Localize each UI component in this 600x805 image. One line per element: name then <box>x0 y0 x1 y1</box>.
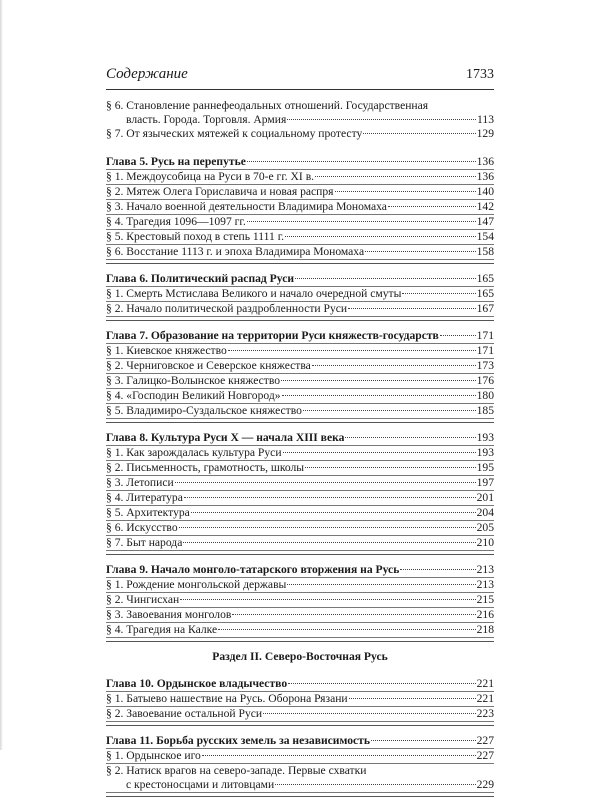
toc-entry[interactable] <box>106 185 494 200</box>
toc-page-number: 165 <box>476 272 494 285</box>
toc-leader-dots <box>388 206 476 207</box>
toc-page-number: 229 <box>476 778 494 791</box>
toc-leader-dots <box>282 395 476 396</box>
toc-entry[interactable] <box>106 593 494 608</box>
toc-chapter-block <box>106 99 494 144</box>
toc-entry-title: § 1. Междоусобица на Руси в 70-е гг. XI в. <box>106 170 315 183</box>
running-head-title: Содержание <box>106 66 188 82</box>
toc-entry[interactable] <box>106 623 494 638</box>
toc-leader-dots <box>345 437 475 438</box>
toc-entry-title: § 6. Становление раннефеодальных отношений. Государственная <box>106 99 429 112</box>
toc-entry-title: § 6. Восстание 1113 г. и эпоха Владимира Мономаха <box>106 245 365 258</box>
toc-page-number: 176 <box>476 374 494 387</box>
toc-entry[interactable] <box>106 302 494 317</box>
toc-page-number: 221 <box>476 692 494 705</box>
header-rule <box>106 89 494 90</box>
toc-leader-dots <box>349 698 476 699</box>
toc-chapter-entry[interactable] <box>106 155 494 170</box>
toc-leader-dots <box>191 512 476 513</box>
toc-leader-dots <box>180 599 475 600</box>
toc-leader-dots <box>183 542 475 543</box>
toc-leader-dots <box>263 713 476 714</box>
toc-entry[interactable] <box>106 778 494 793</box>
toc-entry[interactable] <box>106 446 494 461</box>
toc-page-number: 201 <box>476 491 494 504</box>
running-head <box>106 66 494 83</box>
toc-entry-title: § 2. Начало политической раздробленности Руси <box>106 302 348 315</box>
toc-leader-dots <box>371 740 476 741</box>
toc-chapter-block <box>106 329 494 423</box>
toc-entry[interactable] <box>106 692 494 707</box>
toc-entry[interactable] <box>106 749 494 764</box>
toc-page-number: 193 <box>476 431 494 444</box>
toc-entry-title: § 1. Киевское княжество <box>106 344 227 357</box>
toc-leader-dots <box>305 467 476 468</box>
toc-entry-title: § 2. Чингисхан <box>106 593 180 606</box>
toc-entry-title: § 1. Батыево нашествие на Русь. Оборона Рязани <box>106 692 348 705</box>
toc-page-number: 129 <box>476 127 494 140</box>
toc-entry-title: § 7. Быт народа <box>106 536 183 549</box>
toc-page-number: 195 <box>476 461 494 474</box>
toc-page-number: 221 <box>476 677 494 690</box>
toc-page-number: 193 <box>476 446 494 459</box>
toc-entry[interactable] <box>106 215 494 230</box>
toc-entry-title: Глава 9. Начало монголо-татарского вторжения на Русь <box>106 563 400 576</box>
toc-entry-title: § 7. От языческих мятежей к социальному протесту <box>106 127 363 140</box>
toc-leader-dots <box>288 683 475 684</box>
toc-entry-title: Глава 10. Ордынское владычество <box>106 677 288 690</box>
toc-entry[interactable] <box>106 521 494 536</box>
toc-entry[interactable] <box>106 287 494 302</box>
toc-chapter-block <box>106 431 494 555</box>
toc-entry[interactable] <box>106 245 494 260</box>
toc-page-number: 147 <box>476 215 494 228</box>
toc-entry-title: § 4. Трагедия 1096—1097 гг. <box>106 215 246 228</box>
toc-leader-dots <box>179 527 476 528</box>
toc-entry[interactable] <box>106 359 494 374</box>
toc-entry-title: Глава 8. Культура Руси X — начала XIII века <box>106 431 345 444</box>
toc-page-number: 227 <box>476 734 494 747</box>
toc-page-number: 205 <box>476 521 494 534</box>
section-title: Раздел II. Северо-Восточная Русь <box>212 650 388 663</box>
toc-leader-dots <box>281 380 476 381</box>
toc-leader-dots <box>303 410 476 411</box>
toc-entry-title: § 3. Летописи <box>106 476 174 489</box>
toc-entry[interactable] <box>106 461 494 476</box>
toc-page-number: 136 <box>476 155 494 168</box>
toc-entry-title: с крестоносцами и литовцами <box>126 778 275 791</box>
toc-entry-title: § 2. Письменность, грамотность, школы <box>106 461 305 474</box>
toc-entry[interactable] <box>106 536 494 551</box>
toc-entry[interactable] <box>106 170 494 185</box>
toc-page-number: 218 <box>476 623 494 636</box>
toc-entry[interactable] <box>106 404 494 419</box>
toc-entry[interactable] <box>106 389 494 404</box>
toc-entry[interactable] <box>106 374 494 389</box>
toc-page-number: 227 <box>476 749 494 762</box>
toc-chapter-entry[interactable] <box>106 272 494 287</box>
toc-leader-dots <box>363 133 475 134</box>
toc-leader-dots <box>312 365 476 366</box>
toc-page-number: 113 <box>477 113 494 126</box>
toc-entry[interactable] <box>106 99 494 113</box>
toc-leader-dots <box>365 251 476 252</box>
toc-entry-title: Глава 6. Политический распад Руси <box>106 272 295 285</box>
toc-entry-title: § 3. Завоевания монголов <box>106 608 232 621</box>
toc-entry-title: § 1. Смерть Мстислава Великого и начало очередной смуты <box>106 287 402 300</box>
toc-entry-title: § 2. Мятеж Олега Гориславича и новая распря <box>106 185 334 198</box>
toc-leader-dots <box>287 584 475 585</box>
toc-entry-title: § 2. Натиск врагов на северо-западе. Первые схватки <box>106 764 367 777</box>
toc-chapter-block <box>106 563 494 642</box>
toc-leader-dots <box>247 221 476 222</box>
toc-entry[interactable] <box>106 506 494 521</box>
toc-leader-dots <box>228 350 476 351</box>
toc-chapter-block <box>106 677 494 726</box>
toc-entry[interactable] <box>106 127 494 141</box>
page-gutter-shadow <box>0 0 3 750</box>
toc-page-number: 171 <box>476 329 494 342</box>
toc-entry-title: Глава 7. Образование на территории Руси княжеств-государств <box>106 329 439 342</box>
toc-entry-title: § 1. Как зарождалась культура Руси <box>106 446 282 459</box>
toc-leader-dots <box>295 278 476 279</box>
toc-page-number: 185 <box>476 404 494 417</box>
toc-page-number: 136 <box>476 170 494 183</box>
toc-entry-title: § 5. Владимиро-Суздальское княжество <box>106 404 302 417</box>
toc-entry-title: § 4. Литература <box>106 491 183 504</box>
toc-entry[interactable] <box>106 113 494 127</box>
toc-leader-dots <box>247 161 476 162</box>
toc-leader-dots <box>202 755 476 756</box>
toc-page-number: 210 <box>476 536 494 549</box>
toc-entry[interactable] <box>106 578 494 593</box>
toc-leader-dots <box>218 629 475 630</box>
toc-chapter-block <box>106 155 494 264</box>
page-number: 1733 <box>466 67 494 82</box>
toc-page-number: 140 <box>476 185 494 198</box>
toc-page-number: 167 <box>476 302 494 315</box>
toc-entry[interactable] <box>106 764 494 778</box>
toc-leader-dots <box>402 293 475 294</box>
toc-leader-dots <box>400 569 475 570</box>
toc-page-number: 165 <box>476 287 494 300</box>
toc-entry-title: § 5. Крестовый поход в степь 1111 г. <box>106 230 285 243</box>
toc-leader-dots <box>440 335 476 336</box>
toc-entry-title: § 4. Трагедия на Калке <box>106 623 218 636</box>
toc-leader-dots <box>315 176 476 177</box>
toc-entry[interactable] <box>106 608 494 623</box>
toc-entry[interactable] <box>106 476 494 491</box>
toc-entry-title: § 1. Ордынское иго <box>106 749 201 762</box>
toc-page-number: 204 <box>476 506 494 519</box>
toc-page-number: 213 <box>476 578 494 591</box>
toc-leader-dots <box>232 614 475 615</box>
toc-chapter-entry[interactable] <box>106 677 494 692</box>
toc-entry[interactable] <box>106 200 494 215</box>
toc-entry-title: Глава 11. Борьба русских земель за независимость <box>106 734 370 747</box>
toc-entry[interactable] <box>106 344 494 359</box>
toc-leader-dots <box>275 784 475 785</box>
toc-leader-dots <box>348 308 475 309</box>
toc-leader-dots <box>283 452 476 453</box>
toc-entry-title: § 2. Черниговское и Северское княжества <box>106 359 311 372</box>
toc-leader-dots <box>335 191 476 192</box>
toc-leader-dots <box>287 119 476 120</box>
toc-page-number: 216 <box>476 608 494 621</box>
toc-entry-title: § 1. Рождение монгольской державы <box>106 578 287 591</box>
toc-chapter-block <box>106 272 494 321</box>
toc-chapter-block <box>106 734 494 797</box>
toc-entry-title: § 3. Начало военной деятельности Владимира Мономаха <box>106 200 387 213</box>
toc-entry-title: власть. Города. Торговля. Армия <box>126 113 287 126</box>
toc-entry-title: § 4. «Господин Великий Новгород» <box>106 389 281 402</box>
toc-entry[interactable] <box>106 230 494 245</box>
toc-page-number: 215 <box>476 593 494 606</box>
toc-leader-dots <box>285 236 476 237</box>
table-of-contents <box>106 99 494 805</box>
toc-entry-title: § 2. Завоевание остальной Руси <box>106 707 263 720</box>
toc-entry-title: Глава 5. Русь на перепутье <box>106 155 246 168</box>
toc-page-number: 197 <box>476 476 494 489</box>
toc-entry[interactable] <box>106 707 494 722</box>
toc-page-number: 171 <box>476 344 494 357</box>
toc-chapter-entry[interactable] <box>106 329 494 344</box>
toc-entry-title: § 5. Архитектура <box>106 506 190 519</box>
toc-chapter-entry[interactable] <box>106 431 494 446</box>
toc-page-number: 213 <box>476 563 494 576</box>
toc-page-number: 158 <box>476 245 494 258</box>
toc-page-number: 223 <box>476 707 494 720</box>
toc-leader-dots <box>175 482 476 483</box>
toc-leader-dots <box>184 497 476 498</box>
toc-entry-title: § 3. Галицко-Волынское княжество <box>106 374 281 387</box>
toc-chapter-entry[interactable] <box>106 563 494 578</box>
toc-entry-title: § 6. Искусство <box>106 521 178 534</box>
toc-page-number: 142 <box>476 200 494 213</box>
toc-page-number: 154 <box>476 230 494 243</box>
toc-page-number: 173 <box>476 359 494 372</box>
toc-chapter-entry[interactable] <box>106 734 494 749</box>
toc-page-number: 180 <box>476 389 494 402</box>
toc-entry[interactable] <box>106 491 494 506</box>
